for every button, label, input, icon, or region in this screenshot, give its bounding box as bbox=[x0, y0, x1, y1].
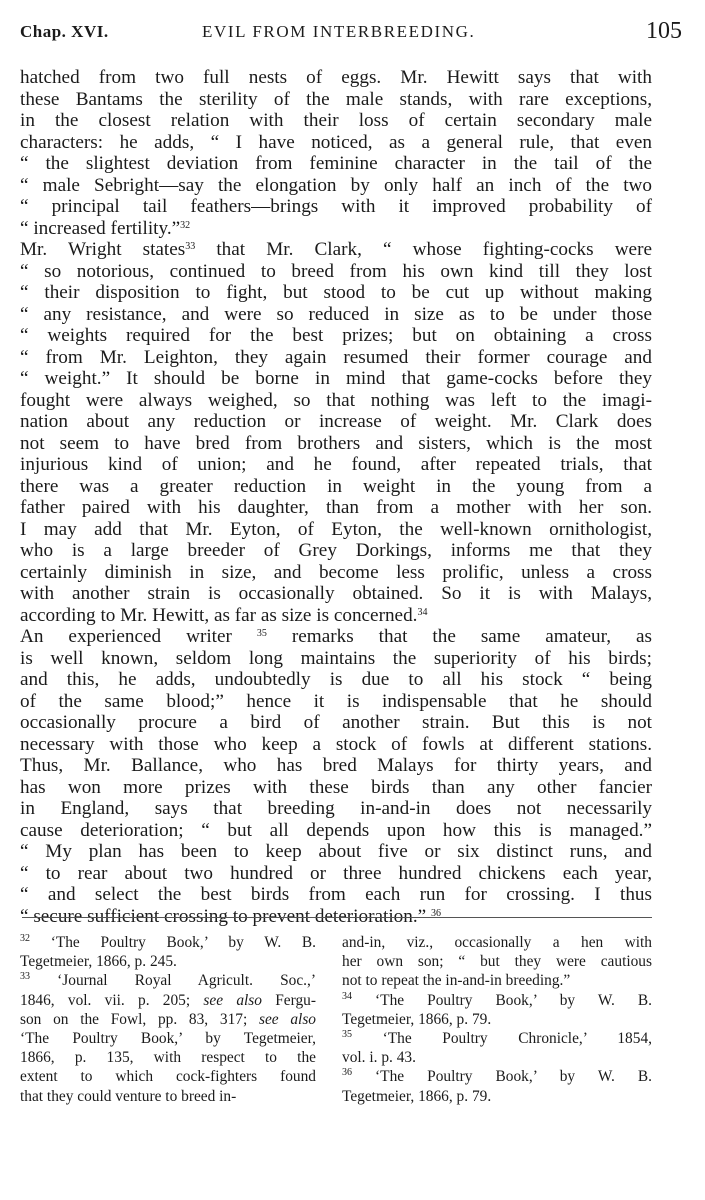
footnote-line: Tegetmeier, 1866, p. 79. bbox=[342, 1010, 492, 1028]
body-line: “ weight.” It should be borne in mind that game-cocks before they bbox=[20, 368, 652, 389]
body-line: “ any resistance, and were so reduced in size as to be under those bbox=[20, 303, 652, 325]
footnote-line: Tegetmeier, 1866, p. 245. bbox=[20, 953, 177, 971]
running-title: EVIL FROM INTERBREEDING. bbox=[202, 22, 476, 41]
footnote-line: 1846, vol. vii. p. 205; see also Fergu- bbox=[20, 991, 316, 1009]
page-number: 105 bbox=[646, 18, 682, 44]
body-line: and this, he adds, undoubtedly is due to all his stock “ being bbox=[20, 669, 652, 690]
body-line: not seem to have bred from brothers and sisters, which is the most bbox=[20, 432, 652, 454]
body-line: injurious kind of union; and he found, after repeated trials, that bbox=[20, 454, 652, 475]
body-line: “ My plan has been to keep about five or six distinct runs, and bbox=[20, 841, 652, 862]
body-line: in England, says that breeding in-and-in does not necessarily bbox=[20, 798, 652, 819]
body-line: An experienced writer $^{35}$ remarks that the same amateur, as bbox=[20, 626, 652, 647]
body-line: occasionally procure a bird of another strain. But this is not bbox=[20, 712, 652, 733]
body-line: in the closest relation with their loss of certain secondary male bbox=[20, 110, 652, 131]
body-line: characters: he adds, “ I have noticed, as a general rule, that even bbox=[20, 131, 652, 153]
footnotes-left-column bbox=[20, 933, 316, 1106]
body-line: Mr. Wright states$^{33}$ that Mr. Clark, “ whose fighting-cocks were bbox=[20, 239, 652, 260]
footnotes-right-column bbox=[342, 933, 652, 1106]
footnote-line: $^{32}$ ‘The Poultry Book,’ by W. B. bbox=[20, 933, 316, 951]
footnote-line: $^{34}$ ‘The Poultry Book,’ by W. B. bbox=[342, 990, 652, 1009]
footnote-rule bbox=[22, 917, 652, 918]
footnote-line: not to repeat the in-and-in breeding.” bbox=[342, 972, 571, 990]
footnote-line: ‘The Poultry Book,’ by Tegetmeier, bbox=[20, 1030, 316, 1048]
footnote-line: son on the Fowl, pp. 83, 317; see also bbox=[20, 1010, 316, 1028]
body-line: there was a greater reduction in weight in the young from a bbox=[20, 475, 652, 497]
footnote-line: and-in, viz., occasionally a hen with bbox=[342, 934, 652, 951]
body-line: has won more prizes with these birds than any other fancier bbox=[20, 776, 652, 798]
footnote-line: $^{35}$ ‘The Poultry Chronicle,’ 1854, bbox=[342, 1029, 652, 1048]
body-line: hatched from two full nests of eggs. Mr. Hewitt says that with bbox=[20, 67, 652, 88]
body-line: father paired with his daughter, than from a mother with her son. bbox=[20, 497, 652, 518]
body-line: “ their disposition to fight, but stood to be cut up without making bbox=[20, 282, 652, 303]
body-line: certainly diminish in size, and become less prolific, unless a cross bbox=[20, 561, 652, 583]
body-line: “ and select the best birds from each run for crossing. I thus bbox=[20, 884, 652, 905]
body-line: “ secure sufficient crossing to prevent deterioration.” $^{36}$ bbox=[20, 905, 441, 927]
body-line: according to Mr. Hewitt, as far as size is concerned.$^{34}$ bbox=[20, 604, 428, 626]
body-line: “ the slightest deviation from feminine character in the tail of the bbox=[20, 153, 652, 174]
body-line: of the same blood;” hence it is indispensable that he should bbox=[20, 690, 652, 712]
body-line: Thus, Mr. Ballance, who has bred Malays for thirty years, and bbox=[20, 755, 652, 776]
chapter-label: Chap. XVI. bbox=[20, 22, 109, 41]
body-line: I may add that Mr. Eyton, of Eyton, the well-known ornithologist, bbox=[20, 518, 652, 540]
body-line: who is a large breeder of Grey Dorkings, informs me that they bbox=[20, 540, 652, 561]
footnote-line: 1866, p. 135, with respect to the bbox=[20, 1049, 316, 1067]
body-line: cause deterioration; “ but all depends upon how this is managed.” bbox=[20, 819, 652, 841]
footnote-line: her own son; “ but they were cautious bbox=[342, 953, 652, 971]
body-line: these Bantams the sterility of the male stands, with rare exceptions, bbox=[20, 88, 652, 110]
footnote-line: vol. i. p. 43. bbox=[342, 1049, 416, 1067]
body-line: necessary with those who keep a stock of fowls at different stations. bbox=[20, 733, 652, 755]
running-header bbox=[20, 18, 680, 48]
body-line: “ male Sebright—say the elongation by only half an inch of the two bbox=[20, 174, 652, 196]
footnote-line: $^{36}$ ‘The Poultry Book,’ by W. B. bbox=[342, 1067, 652, 1086]
body-text bbox=[20, 67, 652, 927]
body-line: “ so notorious, continued to breed from his own kind till they lost bbox=[20, 260, 652, 282]
footnote-line: Tegetmeier, 1866, p. 79. bbox=[342, 1087, 492, 1105]
body-line: with another strain is occasionally obtained. So it is with Malays, bbox=[20, 583, 652, 604]
body-line: “ principal tail feathers—brings with it improved probability of bbox=[20, 196, 652, 217]
footnote-line: $^{33}$ ‘Journal Royal Agricult. Soc.,’ bbox=[20, 971, 316, 990]
body-line: nation about any reduction or increase of weight. Mr. Clark does bbox=[20, 411, 652, 432]
body-line: “ to rear about two hundred or three hundred chickens each year, bbox=[20, 862, 652, 884]
body-line: “ weights required for the best prizes; but on obtaining a cross bbox=[20, 325, 652, 346]
body-line: fought were always weighed, so that nothing was left to the imagi- bbox=[20, 389, 652, 411]
body-line: is well known, seldom long maintains the superiority of his birds; bbox=[20, 647, 652, 669]
footnote-line: that they could venture to breed in- bbox=[20, 1087, 237, 1105]
body-line: “ from Mr. Leighton, they again resumed their former courage and bbox=[20, 346, 652, 368]
footnote-line: extent to which cock-fighters found bbox=[20, 1068, 316, 1086]
body-line: “ increased fertility.”$^{32}$ bbox=[20, 217, 191, 239]
